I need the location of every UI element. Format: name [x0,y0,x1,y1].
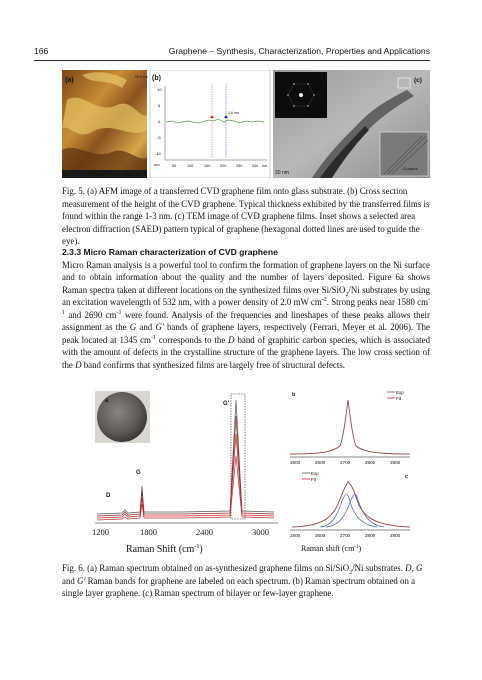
afm-scale-top: 50.0 nm [135,75,148,79]
figure-6-caption: Fig. 6. (a) Raman spectrum obtained on as-synthesized graphene films on Si/SiO$_2$/Ni substrates. D, G and G' Raman bands for graphene are labeled on each spectrum. (b) Raman spectrum obtained on a single layer graphene. (c) Raman spectrum of bilayer or few-layer graphene. [62,563,423,599]
raman-b-x-tick-2600: 2600 [315,460,326,465]
height-profile-panel [150,70,270,178]
tem-panel-label: (c) [414,77,422,84]
raman-c-legend-exp: Exp [311,471,319,476]
raman-c-x-tick-2700: 2700 [340,533,351,538]
figure-6 [92,386,414,561]
raman-a-x-tick-1200: 1200 [92,527,109,537]
profile-y-tick-m10: -10 [155,151,161,156]
afm-foot-right: 500.0 nm [126,173,141,177]
section-body-paragraph: Micro Raman analysis is a powerful tool to confirm the formation of graphene layers on the Ni surface and to obtain information about the quality and the number of layers deposited. Figure 6a shows Raman spectra taken at different locations on the synthesized films over Si/SiO$_2$/Ni substrates by using an excitation wavelength of 532 nm, with a power density of 2.0 mW $cm^{-2}$. Strong peaks near 1580 $cm^{-1}$ and 2690 $cm^{-1}$ were found. Analysis of the frequencies and lineshapes of these peaks allows their assignment as the G and G' bands of graphene layers, respectively (Ferrari, Meyer et al. 2006). The peak located at 1345 $cm^{-1}$ corresponds to the D band of graphitic carbon species, which is associated with the amount of defects in the crystalline structure of the graphene layers. The low cross section of the D band confirms that synthesized films are largely free of structural defects. [62,260,431,370]
raman-c-xlabel: Raman shift $(cm^{-1})$ [301,544,362,553]
tem-inset-label: 3 Layers [403,167,418,171]
raman-c-x-tick-2800: 2800 [365,533,376,538]
profile-x-tick-200: 200 [220,164,227,168]
raman-c-x-tick-2600: 2600 [315,533,326,538]
raman-a-x-tick-2400: 2400 [196,527,213,537]
raman-b-x-tick-2700: 2700 [340,460,351,465]
profile-y-unit: nm [154,162,160,167]
profile-x-tick-100: 100 [187,164,194,168]
raman-a-xlabel: Raman Shift $(cm^{-1})$ [126,544,203,555]
afm-panel-label: (a) [65,77,74,84]
running-header [34,46,430,60]
raman-panel-b [288,386,414,465]
running-title: Graphene – Synthesis, Characterization, Properties and Applications [168,46,430,56]
tem-image-panel [273,70,430,178]
raman-a-x-tick-3000: 3000 [252,527,269,537]
raman-a-peak-g2: G' [223,401,230,407]
raman-a-peak-g: G [136,470,141,476]
raman-panel-c [288,468,414,561]
raman-b-panel-label: b [292,392,296,398]
profile-y-tick-m5: -5 [157,135,161,140]
profile-x-tick-250: 250 [236,164,243,168]
afm-image-panel [62,70,148,178]
profile-x-tick-300: 300 [252,164,259,168]
section-heading: 2.3.3 Micro Raman characterization of CVD graphene [62,247,278,257]
raman-a-peak-d: D [106,493,111,499]
profile-y-tick-0: 0 [158,119,161,124]
raman-b-x-tick-2900: 2900 [390,460,401,465]
raman-b-x-tick-2500: 2500 [290,460,301,465]
figure-5-caption: Fig. 5. (a) AFM image of a transferred CVD graphene film onto glass substrate. (b) Cross section measurement of the height of the CVD graphene. Typical thickness exhibited by the transferred films is found within the range 1-3 nm. (c) TEM image of CVD graphene films. Inset shows a selected area electron diffraction (SAED) pattern typical of graphene (hexagonal dotted lines are used to guide the eye). [62,186,430,247]
raman-c-panel-label: c [405,474,409,480]
profile-panel-label: (b) [152,75,161,82]
profile-x-unit: nm [262,164,268,168]
profile-y-tick-10: 10 [157,87,162,92]
profile-x-tick-50: 50 [172,164,177,168]
raman-c-x-tick-2900: 2900 [390,533,401,538]
raman-b-legend-exp: Exp [396,390,404,395]
raman-c-x-tick-2500: 2500 [290,533,301,538]
figure-5 [62,70,430,178]
raman-b-x-tick-2800: 2800 [365,460,376,465]
raman-c-legend-fit: Fit [311,477,316,482]
profile-y-tick-5: 5 [158,103,161,108]
afm-foot-mid: 1: Height [92,173,107,177]
header-rule [34,60,430,61]
raman-b-legend-fit: Fit [396,396,401,401]
raman-panel-a [92,386,282,555]
afm-foot-left: 0.0 [64,173,69,177]
profile-x-tick-150: 150 [204,164,211,168]
raman-a-x-tick-1800: 1800 [140,527,157,537]
page-number: 166 [34,46,49,56]
raman-a-panel-label: a [105,398,109,404]
profile-annotation: 1.6 nm [228,111,239,115]
tem-scale: 20 nm [275,170,289,176]
